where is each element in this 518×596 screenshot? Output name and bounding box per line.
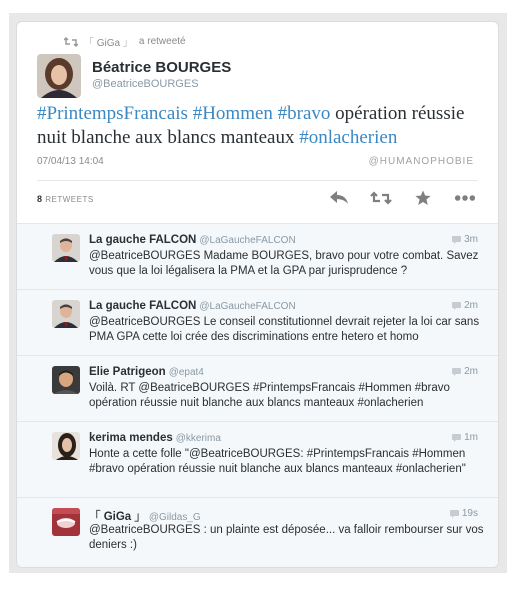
reply-time-value: 2m [464,300,478,311]
reply-item[interactable] [17,223,498,289]
hashtag-link[interactable]: #bravo [277,103,331,124]
reply-author-handle[interactable]: @LaGaucheFALCON [199,235,296,246]
reply-author[interactable] [89,432,221,444]
reply-time [450,508,478,519]
reply-author[interactable] [89,508,201,524]
retweet-count-value: 8 [37,194,43,204]
speech-bubble-icon [452,302,461,310]
reply-time-value: 2m [464,366,478,377]
reply-author-handle[interactable]: @kkerima [175,433,221,444]
retweeter-name[interactable]: 「 GiGa 」 [84,38,133,49]
retweet-count [37,194,94,204]
reply-item[interactable] [17,421,498,487]
reply-time-value: 19s [461,508,478,519]
author-avatar[interactable] [37,54,81,98]
reply-text: @BeatriceBOURGES : un plainte est déposée... va falloir rembourser sur vos deniers :) [89,524,484,551]
tweet-timestamp: 07/04/13 14:04 [37,156,104,167]
tweet-card [17,22,498,567]
author-name[interactable]: Béatrice BOURGES [92,59,232,76]
reply-time [452,366,478,377]
author-handle[interactable]: @BeatriceBOURGES [92,78,199,90]
retweet-count-label: RETWEETS [45,195,94,204]
reply-author-name[interactable]: La gauche FALCON [89,300,197,312]
reply-avatar[interactable] [52,300,80,328]
speech-bubble-icon [452,434,461,442]
replies-list [17,223,498,567]
reply-time [452,234,478,245]
reply-time [452,432,478,443]
speech-bubble-icon [450,510,459,518]
reply-time-value: 1m [464,432,478,443]
reply-text: @BeatriceBOURGES Madame BOURGES, bravo pour votre combat. Savez vous que la loi légalisera la PMA et la GPA par jurisprudence ? [89,250,479,277]
tweet-text-segment: opération réussie nuit blanche aux blancs manteaux [37,103,465,148]
reply-text: @BeatriceBOURGES Le conseil constitutionnel devrait rejeter la loi car sans PMA GPA cette loi crée des discriminations entre hetero et homo [89,316,480,343]
tweet-text [37,102,487,150]
reply-item[interactable] [17,289,498,355]
reply-author-name[interactable]: 「 GiGa 」 [89,511,146,523]
reply-avatar[interactable] [52,508,80,536]
reply-avatar[interactable] [52,432,80,460]
reply-item[interactable] [17,497,498,567]
reply-author-name[interactable]: La gauche FALCON [89,234,197,246]
reply-text: Honte a cette folle "@BeatriceBOURGES: #PrintempsFrancais #Hommen #bravo opération réussie nuit blanche aux blancs manteaux #onlacherien" [89,448,466,475]
reply-item[interactable] [17,355,498,421]
hashtag-link[interactable]: #Hommen [192,103,273,124]
reply-avatar[interactable] [52,234,80,262]
tweet-actions [328,188,476,208]
reply-author-name[interactable]: Elie Patrigeon [89,366,166,378]
reply-author-name[interactable]: kerima mendes [89,432,173,444]
reply-icon[interactable] [328,188,350,208]
reply-author-handle[interactable]: @Gildas_G [148,512,201,523]
hashtag-link[interactable]: #PrintempsFrancais [37,103,188,124]
retweet-small-icon [64,37,78,47]
retweet-icon[interactable] [370,188,392,208]
reply-author-handle[interactable]: @LaGaucheFALCON [199,301,296,312]
favorite-star-icon[interactable] [412,188,434,208]
reply-text: Voilà. RT @BeatriceBOURGES #PrintempsFrancais #Hommen #bravo opération réussie nuit blanche aux blancs manteaux #onlacherien [89,382,450,409]
retweeted-by-line [64,34,186,49]
reply-author-handle[interactable]: @epat4 [168,367,204,378]
reply-time [452,300,478,311]
tweet-source: @HUMANOPHOBIE [368,156,474,167]
retweet-action-label: a retweeté [138,36,186,47]
divider [37,180,478,181]
speech-bubble-icon [452,236,461,244]
reply-avatar[interactable] [52,366,80,394]
reply-author[interactable] [89,234,296,246]
reply-author[interactable] [89,366,204,378]
reply-time-value: 3m [464,234,478,245]
hashtag-link[interactable]: #onlacherien [299,127,398,148]
reply-author[interactable] [89,300,296,312]
more-options-icon[interactable] [454,188,476,208]
speech-bubble-icon [452,368,461,376]
